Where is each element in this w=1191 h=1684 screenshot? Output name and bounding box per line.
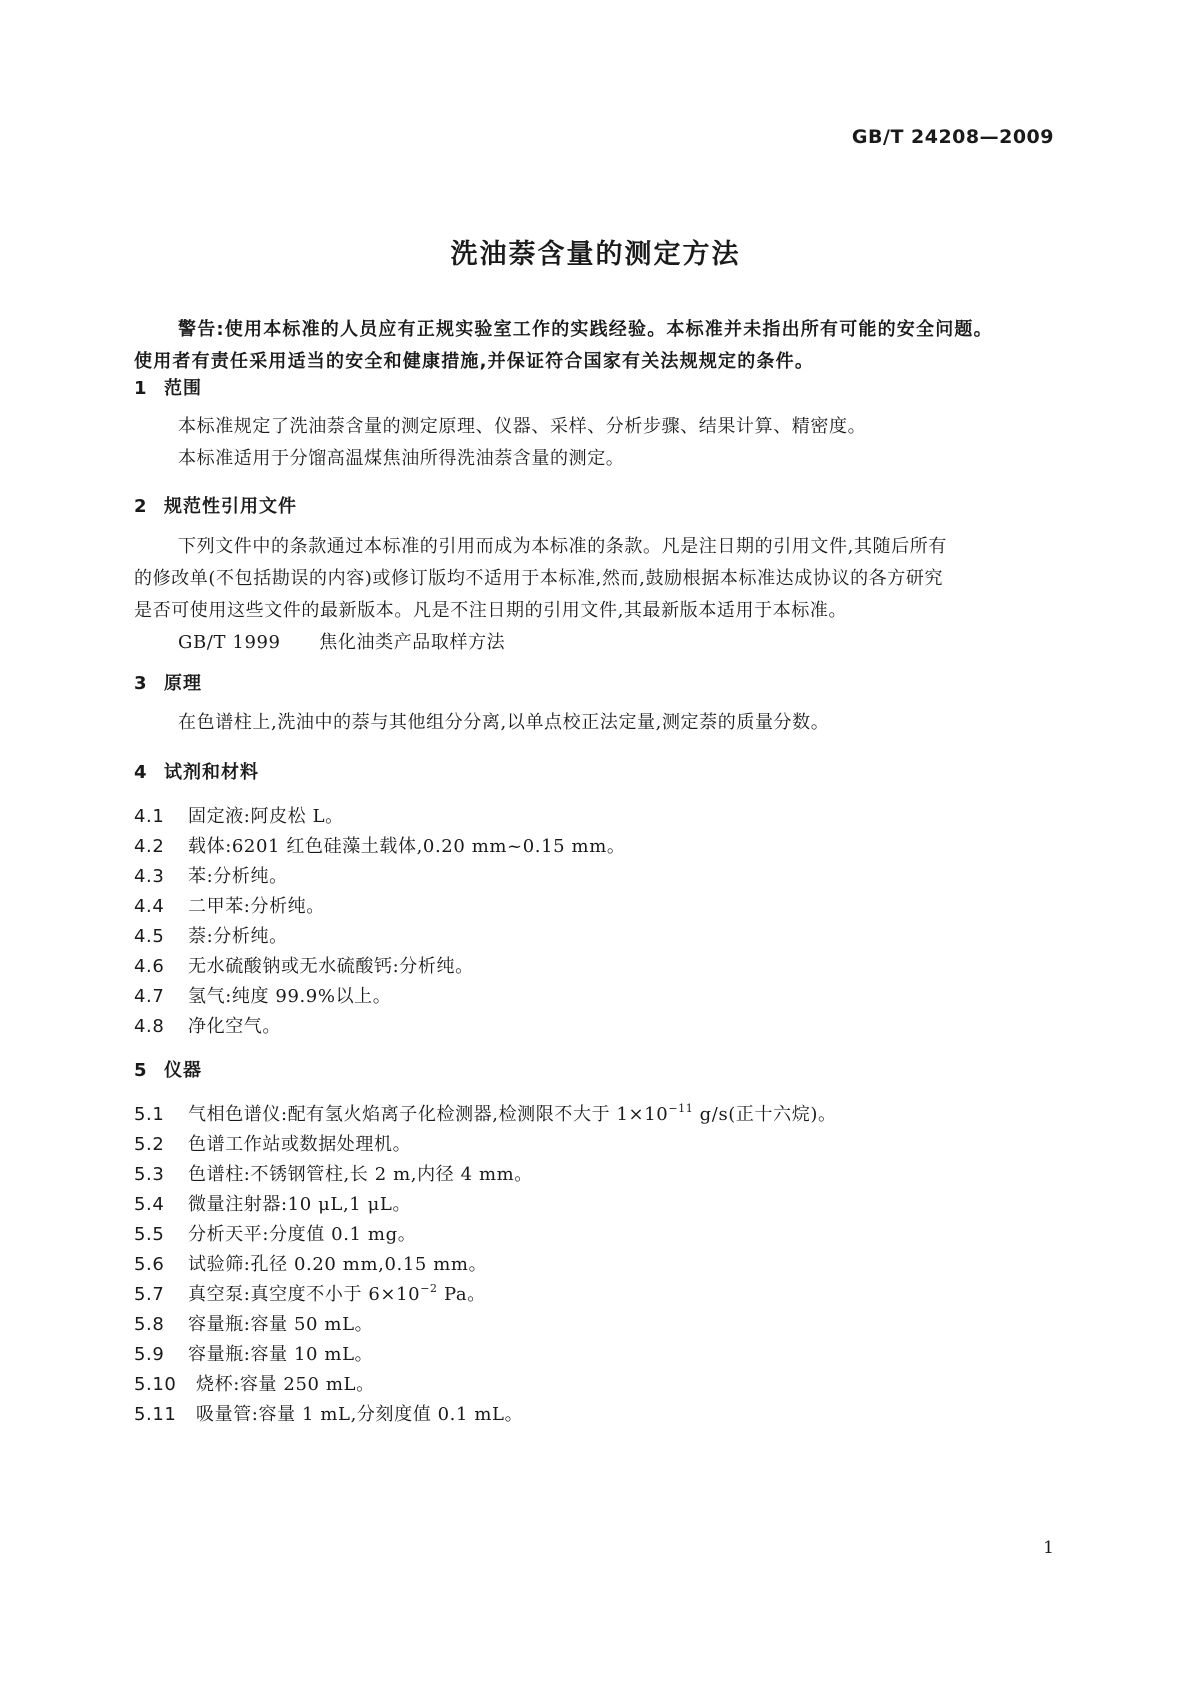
item-text: 容量瓶:容量 50 mL。 xyxy=(188,1314,374,1335)
item-text: 容量瓶:容量 10 mL。 xyxy=(188,1344,374,1365)
item-text: 微量注射器:10 μL,1 μL。 xyxy=(188,1194,412,1215)
exponent: −11 xyxy=(668,1102,694,1115)
warning-notice xyxy=(134,314,1058,378)
section-title: 范围 xyxy=(164,378,202,399)
item-text: 真空泵:真空度不小于 6×10 xyxy=(188,1284,421,1305)
item-text: 试验筛:孔径 0.20 mm,0.15 mm。 xyxy=(188,1254,488,1275)
item-number: 4.7 xyxy=(134,986,165,1007)
paragraph-line: 的修改单(不包括勘误的内容)或修订版均不适用于本标准,然而,鼓励根据本标准达成协议的各方研究 xyxy=(134,568,944,589)
list-item xyxy=(134,1012,281,1038)
reference-code: GB/T 1999 xyxy=(178,632,281,653)
section-1-body xyxy=(134,411,1058,475)
item-text: 氢气:纯度 99.9%以上。 xyxy=(188,986,392,1007)
section-heading-4 xyxy=(134,758,259,784)
section-heading-3 xyxy=(134,669,202,695)
item-text: 吸量管:容量 1 mL,分刻度值 0.1 mL。 xyxy=(196,1404,524,1425)
item-number: 5.10 xyxy=(134,1374,177,1395)
list-item xyxy=(134,892,325,918)
list-item xyxy=(134,1220,416,1246)
section-number: 4 xyxy=(134,762,148,783)
item-text: 无水硫酸钠或无水硫酸钙:分析纯。 xyxy=(188,956,474,977)
list-item xyxy=(134,1400,523,1426)
item-number: 5.11 xyxy=(134,1404,177,1425)
page-title: 洗油萘含量的测定方法 xyxy=(450,239,741,270)
list-item xyxy=(134,832,625,858)
item-text: 气相色谱仪:配有氢火焰离子化检测器,检测限不大于 1×10 xyxy=(188,1104,669,1125)
item-text-tail: Pa。 xyxy=(437,1284,486,1305)
section-title: 仪器 xyxy=(164,1060,202,1081)
list-item xyxy=(134,1250,487,1276)
section-number: 5 xyxy=(134,1060,148,1081)
list-item xyxy=(134,1100,837,1126)
list-item xyxy=(134,982,391,1008)
item-text: 色谱工作站或数据处理机。 xyxy=(188,1134,412,1155)
list-item xyxy=(134,1370,375,1396)
item-number: 5.3 xyxy=(134,1164,165,1185)
item-number: 5.4 xyxy=(134,1194,165,1215)
item-number: 4.2 xyxy=(134,836,165,857)
item-text: 苯:分析纯。 xyxy=(188,866,288,887)
section-number: 2 xyxy=(134,496,148,517)
item-text: 萘:分析纯。 xyxy=(188,926,288,947)
paragraph: 本标准适用于分馏高温煤焦油所得洗油萘含量的测定。 xyxy=(178,448,625,469)
item-text: 分析天平:分度值 0.1 mg。 xyxy=(188,1224,417,1245)
item-number: 5.7 xyxy=(134,1284,165,1305)
item-text: 载体:6201 红色硅藻土载体,0.20 mm~0.15 mm。 xyxy=(188,836,626,857)
item-text: 二甲苯:分析纯。 xyxy=(188,896,325,917)
reference-title: 焦化油类产品取样方法 xyxy=(319,632,506,653)
list-item xyxy=(134,1160,533,1186)
list-item xyxy=(134,1310,373,1336)
list-item xyxy=(134,1190,411,1216)
item-number: 4.3 xyxy=(134,866,165,887)
item-number: 4.1 xyxy=(134,806,165,827)
list-item xyxy=(134,802,344,828)
paragraph: 本标准规定了洗油萘含量的测定原理、仪器、采样、分析步骤、结果计算、精密度。 xyxy=(178,416,867,437)
item-number: 5.9 xyxy=(134,1344,165,1365)
item-number: 5.6 xyxy=(134,1254,165,1275)
warning-line-1: 警告:使用本标准的人员应有正规实验室工作的实践经验。本标准并未指出所有可能的安全问题。 xyxy=(178,319,993,340)
item-number: 4.6 xyxy=(134,956,165,977)
section-title: 规范性引用文件 xyxy=(164,496,297,517)
list-item xyxy=(134,1130,411,1156)
list-item xyxy=(134,862,288,888)
section-2-body xyxy=(134,531,1058,659)
paragraph: 在色谱柱上,洗油中的萘与其他组分分离,以单点校正法定量,测定萘的质量分数。 xyxy=(178,712,830,733)
item-number: 4.5 xyxy=(134,926,165,947)
item-number: 4.4 xyxy=(134,896,165,917)
section-heading-1 xyxy=(134,374,202,400)
item-number: 5.1 xyxy=(134,1104,165,1125)
item-text: 色谱柱:不锈钢管柱,长 2 m,内径 4 mm。 xyxy=(188,1164,533,1185)
paragraph-line: 是否可使用这些文件的最新版本。凡是不注日期的引用文件,其最新版本适用于本标准。 xyxy=(134,600,848,621)
page-number: 1 xyxy=(1043,1538,1054,1558)
standard-code: GB/T 24208—2009 xyxy=(851,126,1054,148)
section-number: 1 xyxy=(134,378,148,399)
item-number: 5.8 xyxy=(134,1314,165,1335)
section-heading-5 xyxy=(134,1056,202,1082)
item-text: 固定液:阿皮松 L。 xyxy=(188,806,344,827)
section-3-body xyxy=(134,707,1058,739)
section-title: 试剂和材料 xyxy=(164,762,259,783)
item-number: 4.8 xyxy=(134,1016,165,1037)
item-text: 烧杯:容量 250 mL。 xyxy=(196,1374,375,1395)
paragraph-line: 下列文件中的条款通过本标准的引用而成为本标准的条款。凡是注日期的引用文件,其随后所有 xyxy=(178,536,947,557)
normative-reference xyxy=(134,627,1058,659)
section-number: 3 xyxy=(134,673,148,694)
warning-line-2: 使用者有责任采用适当的安全和健康措施,并保证符合国家有关法规规定的条件。 xyxy=(134,351,815,372)
section-heading-2 xyxy=(134,492,297,518)
list-item xyxy=(134,952,474,978)
list-item xyxy=(134,1280,486,1306)
list-item xyxy=(134,1340,373,1366)
item-number: 5.5 xyxy=(134,1224,165,1245)
item-text: 净化空气。 xyxy=(188,1016,281,1037)
item-text-tail: g/s(正十六烷)。 xyxy=(693,1104,837,1125)
section-title: 原理 xyxy=(164,673,202,694)
exponent: −2 xyxy=(420,1282,438,1295)
item-number: 5.2 xyxy=(134,1134,165,1155)
list-item xyxy=(134,922,288,948)
